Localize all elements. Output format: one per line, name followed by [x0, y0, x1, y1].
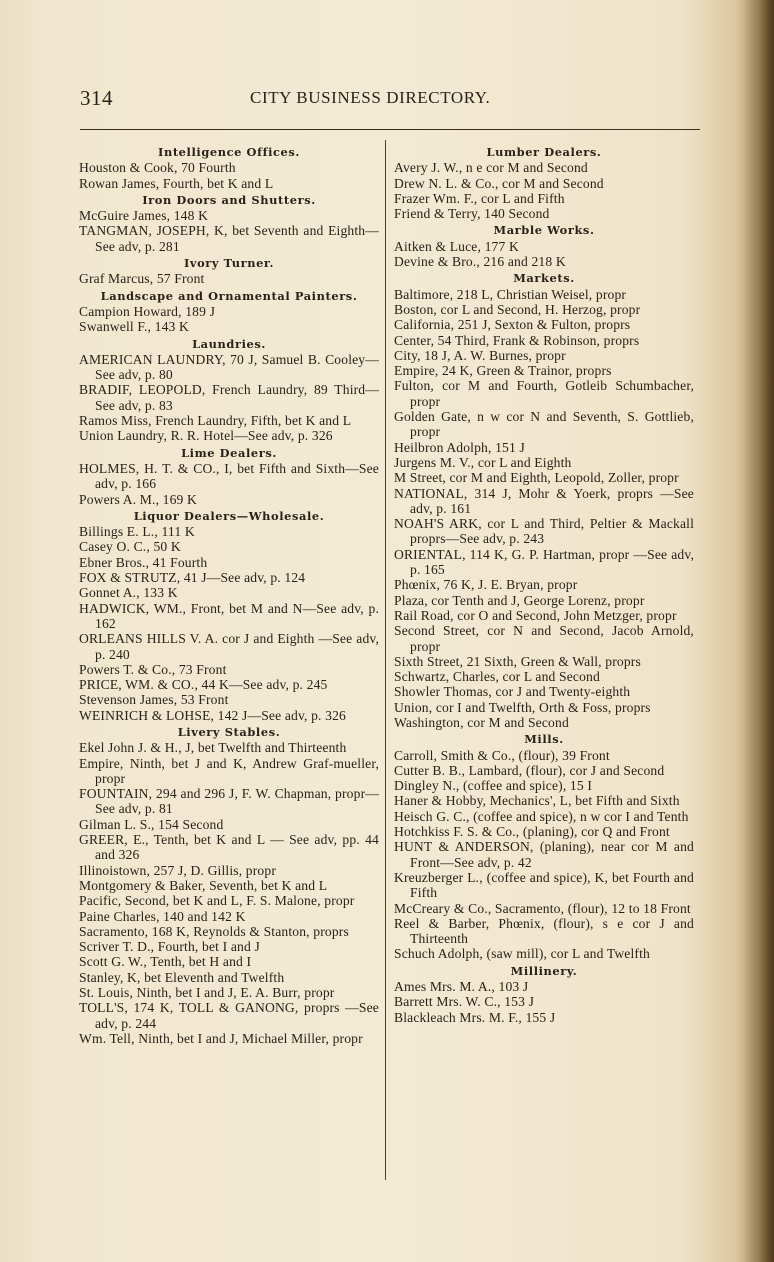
- directory-entry: Schuch Adolph, (saw mill), cor L and Twelfth: [394, 946, 650, 962]
- directory-entry: Dingley N., (coffee and spice), 15 I: [394, 778, 593, 794]
- directory-entry: Plaza, cor Tenth and J, George Lorenz, propr: [394, 592, 645, 608]
- directory-entry: Center, 54 Third, Frank & Robinson, proprs: [394, 332, 640, 348]
- directory-entry: Ekel John J. & H., J, bet Twelfth and Thirteenth: [79, 740, 347, 756]
- directory-entry: HADWICK, WM., Front, bet M and N—See adv, p. 162: [79, 600, 379, 631]
- directory-entry: Blackleach Mrs. M. F., 155 J: [394, 1009, 556, 1025]
- section-heading-intelligence-offices: Intelligence Offices.: [158, 145, 300, 159]
- directory-entry: Fulton, cor M and Fourth, Gotleib Schumbacher, propr: [394, 378, 694, 409]
- section-heading-liquor-dealers-wholesale: Liquor Dealers—Wholesale.: [133, 508, 325, 523]
- directory-entry: Casey O. C., 50 K: [79, 539, 181, 555]
- section-heading-marble-works: Marble Works.: [493, 223, 595, 238]
- running-title: CITY BUSINESS DIRECTORY.: [250, 88, 491, 107]
- directory-entry: BRADIF, LEOPOLD, French Laundry, 89 Third—See adv, p. 83: [79, 382, 379, 413]
- directory-entry: AMERICAN LAUNDRY, 70 J, Samuel B. Cooley—See adv, p. 80: [79, 351, 379, 383]
- directory-entry: Carroll, Smith & Co., (flour), 39 Front: [394, 747, 610, 763]
- directory-entry: Ramos Miss, French Laundry, Fifth, bet K and L: [79, 413, 352, 429]
- directory-entry: Stevenson James, 53 Front: [79, 692, 229, 708]
- directory-entry: GREER, E., Tenth, bet K and L — See adv, pp. 44 and 326: [79, 832, 379, 863]
- directory-entry: Montgomery & Baker, Seventh, bet K and L: [79, 877, 328, 893]
- directory-entry: Wm. Tell, Ninth, bet I and J, Michael Miller, propr: [79, 1030, 363, 1046]
- directory-entry: Rail Road, cor O and Second, John Metzger, propr: [394, 607, 677, 623]
- directory-entry: Union, cor I and Twelfth, Orth & Foss, proprs: [394, 699, 651, 715]
- section-heading-mills: Mills.: [524, 732, 564, 747]
- directory-entry: Powers A. M., 169 K: [79, 491, 198, 507]
- directory-entry: Drew N. L. & Co., cor M and Second: [394, 175, 604, 191]
- directory-entry: Rowan James, Fourth, bet K and L: [79, 175, 274, 191]
- section-heading-livery-stables: Livery Stables.: [177, 724, 281, 739]
- directory-entry: Heilbron Adolph, 151 J: [394, 439, 525, 455]
- directory-entry: Jurgens M. V., cor L and Eighth: [394, 454, 572, 470]
- directory-entry: ORIENTAL, 114 K, G. P. Hartman, propr —See adv, p. 165: [394, 546, 694, 578]
- directory-entry: Stanley, K, bet Eleventh and Twelfth: [79, 969, 285, 985]
- directory-entry: Billings E. L., 111 K: [79, 524, 195, 540]
- directory-entry: Baltimore, 218 L, Christian Weisel, propr: [394, 286, 627, 302]
- directory-entry: Reel & Barber, Phœnix, (flour), s e cor J and Thirteenth: [394, 915, 694, 947]
- column-divider: [385, 140, 386, 1180]
- section-heading-ivory-turner: Ivory Turner.: [183, 256, 275, 271]
- directory-entry: WEINRICH & LOHSE, 142 J—See adv, p. 326: [79, 707, 346, 723]
- directory-entry: Illinoistown, 257 J, D. Gillis, propr: [79, 862, 276, 878]
- page-header: [80, 86, 680, 114]
- directory-entry: Washington, cor M and Second: [394, 714, 569, 730]
- directory-entry: Houston & Cook, 70 Fourth: [79, 160, 236, 176]
- page-edge-shadow: [734, 0, 774, 1262]
- directory-entry: M Street, cor M and Eighth, Leopold, Zoller, propr: [394, 470, 679, 486]
- header-rule: [80, 129, 700, 130]
- directory-entry: Empire, 24 K, Green & Trainor, proprs: [394, 363, 612, 379]
- section-heading-landscape-and-ornamental-painters: Landscape and Ornamental Painters.: [100, 288, 358, 303]
- directory-entry: TANGMAN, JOSEPH, K, bet Seventh and Eighth—See adv, p. 281: [79, 223, 379, 254]
- section-heading-iron-doors-and-shutters: Iron Doors and Shutters.: [142, 192, 316, 207]
- directory-entry: NOAH'S ARK, cor L and Third, Peltier & Mackall proprs—See adv, p. 243: [394, 516, 694, 547]
- directory-entry: NATIONAL, 314 J, Mohr & Yoerk, proprs —See adv, p. 161: [394, 485, 694, 516]
- directory-entry: Sacramento, 168 K, Reynolds & Stanton, proprs: [79, 923, 349, 939]
- directory-entry: Barrett Mrs. W. C., 153 J: [394, 994, 535, 1010]
- directory-entry: ORLEANS HILLS V. A. cor J and Eighth —See adv, p. 240: [79, 631, 379, 662]
- directory-entry: Second Street, cor N and Second, Jacob Arnold, propr: [394, 623, 694, 654]
- directory-entry: Paine Charles, 140 and 142 K: [79, 908, 246, 924]
- section-heading-markets: Markets.: [513, 271, 575, 286]
- directory-entry: Scriver T. D., Fourth, bet I and J: [79, 939, 260, 955]
- directory-entry: Union Laundry, R. R. Hotel—See adv, p. 326: [79, 428, 333, 444]
- directory-entry: Pacific, Second, bet K and L, F. S. Malone, propr: [79, 893, 355, 909]
- directory-entry: FOUNTAIN, 294 and 296 J, F. W. Chapman, propr—See adv, p. 81: [79, 786, 379, 817]
- directory-entry: Devine & Bro., 216 and 218 K: [394, 254, 566, 270]
- directory-entry: Scott G. W., Tenth, bet H and I: [79, 954, 252, 970]
- directory-entry: Friend & Terry, 140 Second: [394, 206, 550, 222]
- directory-entry: Phœnix, 76 K, J. E. Bryan, propr: [394, 577, 578, 593]
- directory-entry: City, 18 J, A. W. Burnes, propr: [394, 347, 566, 363]
- directory-entry: California, 251 J, Sexton & Fulton, proprs: [394, 317, 631, 333]
- directory-entry: PRICE, WM. & CO., 44 K—See adv, p. 245: [79, 677, 328, 693]
- directory-entry: Gilman L. S., 154 Second: [79, 816, 224, 832]
- section-heading-lumber-dealers: Lumber Dealers.: [486, 145, 602, 159]
- directory-entry: St. Louis, Ninth, bet I and J, E. A. Burr, propr: [79, 985, 335, 1001]
- section-heading-laundries: Laundries.: [192, 336, 266, 351]
- directory-entry: Cutter B. B., Lambard, (flour), cor J and Second: [394, 762, 665, 778]
- directory-entry: Empire, Ninth, bet J and K, Andrew Graf-mueller, propr: [79, 755, 379, 786]
- directory-entry: Boston, cor L and Second, H. Herzog, propr: [394, 301, 641, 317]
- right-column: [394, 143, 694, 1025]
- directory-entry: Kreuzberger L., (coffee and spice), K, bet Fourth and Fifth: [394, 869, 694, 901]
- directory-entry: TOLL'S, 174 K, TOLL & GANONG, proprs —See adv, p. 244: [79, 1000, 379, 1031]
- directory-entry: Frazer Wm. F., cor L and Fifth: [394, 190, 565, 206]
- section-heading-millinery: Millinery.: [510, 963, 578, 978]
- directory-entry: HUNT & ANDERSON, (planing), near cor M and Front—See adv, p. 42: [394, 839, 694, 870]
- directory-entry: Hotchkiss F. S. & Co., (planing), cor Q and Front: [394, 824, 670, 840]
- section-heading-lime-dealers: Lime Dealers.: [181, 445, 277, 460]
- directory-entry: McCreary & Co., Sacramento, (flour), 12 to 18 Front: [394, 900, 691, 916]
- left-column: [79, 143, 379, 1046]
- directory-entry: FOX & STRUTZ, 41 J—See adv, p. 124: [79, 570, 306, 586]
- directory-entry: Avery J. W., n e cor M and Second: [394, 160, 588, 176]
- directory-entry: HOLMES, H. T. & CO., I, bet Fifth and Sixth—See adv, p. 166: [79, 460, 379, 492]
- directory-entry: Graf Marcus, 57 Front: [79, 271, 205, 287]
- directory-entry: Swanwell F., 143 K: [79, 319, 189, 335]
- directory-entry: Ames Mrs. M. A., 103 J: [394, 979, 529, 995]
- directory-entry: Schwartz, Charles, cor L and Second: [394, 669, 600, 685]
- directory-entry: Campion Howard, 189 J: [79, 303, 216, 319]
- directory-entry: McGuire James, 148 K: [79, 208, 209, 224]
- directory-entry: Aitken & Luce, 177 K: [394, 238, 519, 254]
- directory-entry: Heisch G. C., (coffee and spice), n w cor I and Tenth: [394, 808, 689, 824]
- directory-entry: Golden Gate, n w cor N and Seventh, S. Gottlieb, propr: [394, 409, 694, 440]
- directory-entry: Haner & Hobby, Mechanics', L, bet Fifth and Sixth: [394, 793, 680, 809]
- page-number: 314: [80, 86, 113, 110]
- directory-entry: Sixth Street, 21 Sixth, Green & Wall, proprs: [394, 653, 641, 669]
- directory-entry: Powers T. & Co., 73 Front: [79, 661, 227, 677]
- directory-entry: Showler Thomas, cor J and Twenty-eighth: [394, 684, 631, 700]
- directory-entry: Gonnet A., 133 K: [79, 585, 178, 601]
- directory-entry: Ebner Bros., 41 Fourth: [79, 554, 208, 570]
